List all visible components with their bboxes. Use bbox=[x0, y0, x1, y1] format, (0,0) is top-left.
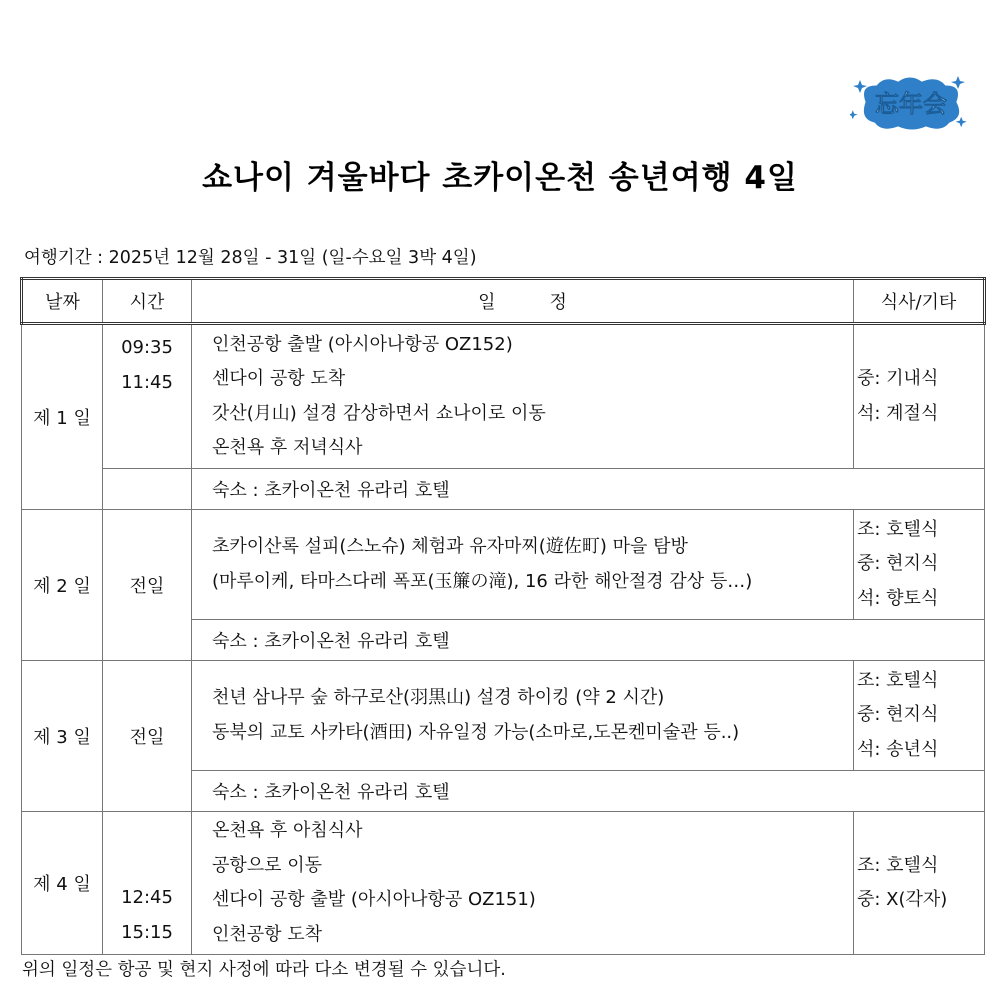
schedule-line: (마루이케, 타마스다레 폭포(玉簾の滝), 16 라한 해안절경 감상 등…) bbox=[212, 570, 753, 592]
meals-cell bbox=[854, 661, 985, 771]
meal-item: 중: X(각자) bbox=[857, 889, 948, 910]
meal-item: 석: 송년식 bbox=[857, 738, 939, 760]
schedule-line: 센다이 공항 출발 (아시아나항공 OZ151) bbox=[212, 889, 536, 910]
schedule-cell bbox=[192, 812, 854, 955]
logo-text: 忘年会 bbox=[875, 90, 947, 118]
day-label: 제 3 일 bbox=[22, 661, 103, 812]
meals-cell bbox=[854, 324, 985, 469]
schedule-line: 동북의 교토 사카타(酒田) 자유일정 가능(소마로,도몬켄미술관 등..) bbox=[212, 721, 740, 743]
time-cell bbox=[103, 324, 192, 469]
table-header-row bbox=[22, 279, 985, 324]
day-label: 제 1 일 bbox=[22, 324, 103, 510]
stay-row bbox=[22, 469, 985, 510]
schedule-line: 온천욕 후 아침식사 bbox=[212, 820, 363, 841]
table-row bbox=[22, 324, 985, 469]
stay-info: 숙소 : 초카이온천 유라리 호텔 bbox=[192, 620, 985, 661]
meal-item: 중: 현지식 bbox=[857, 553, 939, 575]
time-cell: 전일 bbox=[103, 661, 192, 812]
table-row bbox=[22, 661, 985, 771]
header-meals: 식사/기타 bbox=[854, 279, 985, 324]
schedule-line: 갓산(月山) 설경 감상하면서 쇼나이로 이동 bbox=[212, 402, 546, 424]
meal-item: 중: 현지식 bbox=[857, 704, 939, 726]
meals-cell bbox=[854, 812, 985, 955]
time-arrival: 15:15 bbox=[121, 921, 173, 943]
schedule-cell bbox=[192, 661, 854, 771]
stay-info: 숙소 : 초카이온천 유라리 호텔 bbox=[192, 771, 985, 812]
meal-item: 석: 계절식 bbox=[857, 402, 939, 424]
schedule-cell bbox=[192, 324, 854, 469]
time-departure: 12:45 bbox=[121, 887, 173, 908]
meal-item: 조: 호텔식 bbox=[857, 518, 939, 540]
itinerary-table bbox=[20, 277, 986, 955]
schedule-line: 공항으로 이동 bbox=[212, 854, 323, 876]
time-cell: 전일 bbox=[103, 510, 192, 661]
meals-cell bbox=[854, 510, 985, 620]
time-arrival: 11:45 bbox=[121, 371, 173, 393]
table-row bbox=[22, 510, 985, 620]
schedule-line: 천년 삼나무 숲 하구로산(羽黒山) 설경 하이킹 (약 2 시간) bbox=[212, 687, 665, 708]
meal-item: 조: 호텔식 bbox=[857, 669, 939, 691]
table-row bbox=[22, 812, 985, 955]
stay-info: 숙소 : 초카이온천 유라리 호텔 bbox=[192, 469, 985, 510]
footnote: 위의 일정은 항공 및 현지 사정에 따라 다소 변경될 수 있습니다. bbox=[22, 960, 506, 980]
schedule-cell bbox=[192, 510, 854, 620]
meal-item: 조: 호텔식 bbox=[857, 854, 939, 876]
travel-period: 여행기간 : 2025년 12월 28일 - 31일 (일-수요일 3박 4일) bbox=[24, 248, 477, 268]
time-cell-empty bbox=[103, 469, 192, 510]
meal-item: 중: 기내식 bbox=[857, 368, 939, 389]
schedule-line: 인천공항 출발 (아시아나항공 OZ152) bbox=[212, 333, 513, 355]
bonenkai-logo bbox=[850, 72, 972, 134]
page-title: 쇼나이 겨울바다 초카이온천 송년여행 4일 bbox=[202, 160, 798, 196]
header-date: 날짜 bbox=[22, 279, 103, 324]
day-label: 제 2 일 bbox=[22, 510, 103, 661]
schedule-line: 초카이산록 설피(스노슈) 체험과 유자마찌(遊佐町) 마을 탐방 bbox=[212, 536, 688, 557]
schedule-line: 인천공항 도착 bbox=[212, 923, 323, 945]
time-cell bbox=[103, 812, 192, 955]
header-schedule: 일 정 bbox=[192, 279, 854, 324]
schedule-line: 온천욕 후 저녁식사 bbox=[212, 437, 363, 458]
day-label: 제 4 일 bbox=[22, 812, 103, 955]
header-time: 시간 bbox=[103, 279, 192, 324]
schedule-line: 센다이 공항 도착 bbox=[212, 368, 346, 389]
time-departure: 09:35 bbox=[121, 337, 173, 358]
meal-item: 석: 향토식 bbox=[857, 587, 939, 609]
